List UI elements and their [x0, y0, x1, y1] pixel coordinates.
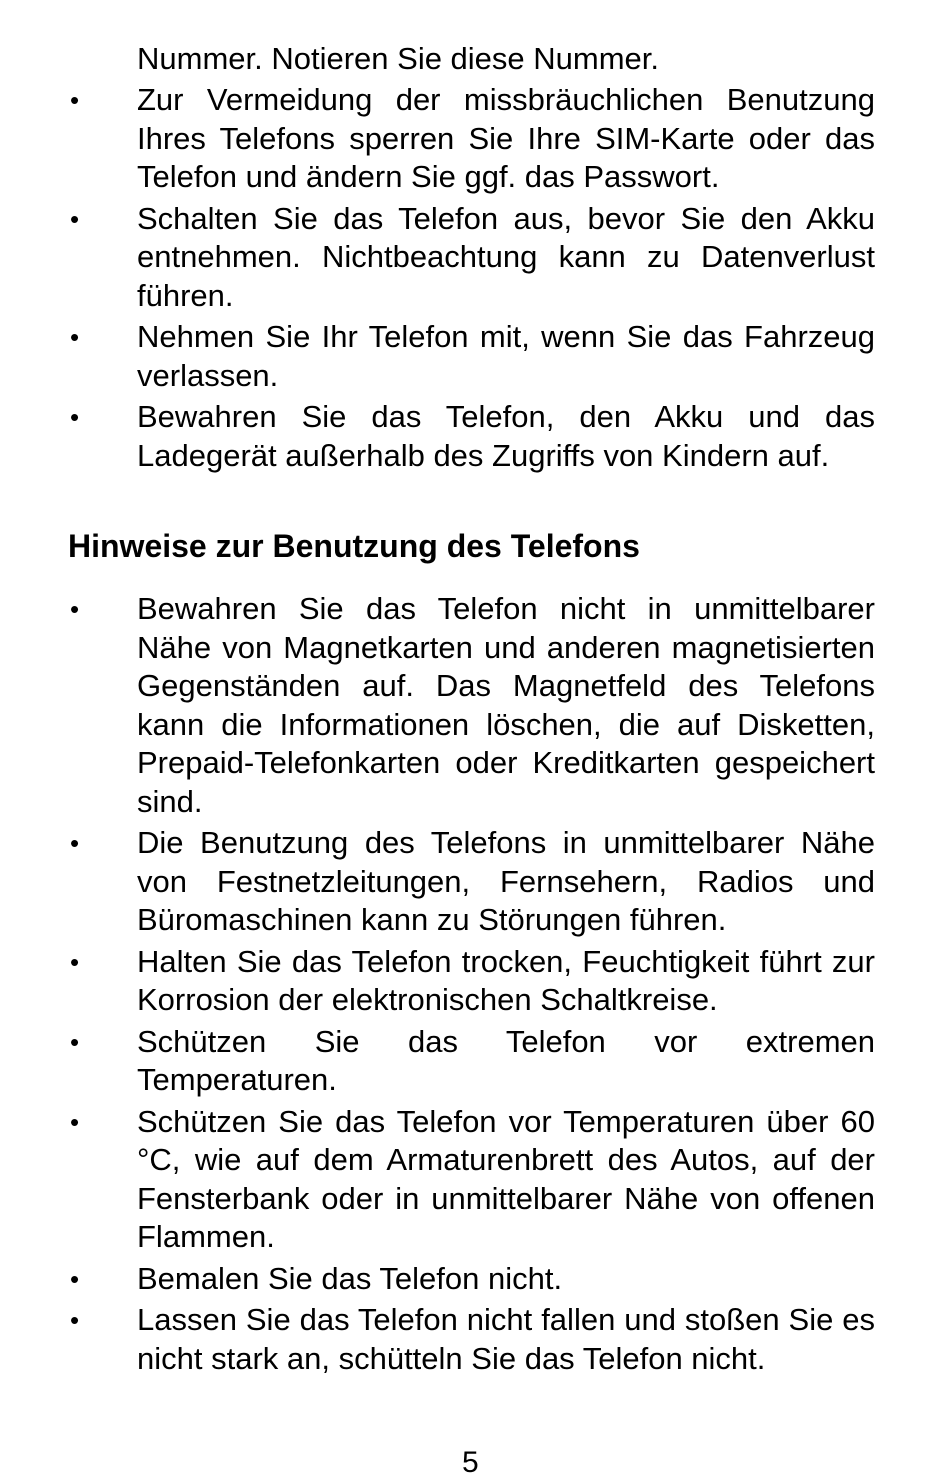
list-item [0, 81, 950, 197]
list-item [0, 200, 950, 316]
section-heading: Hinweise zur Benutzung des Telefons [68, 528, 640, 564]
page-number: 5 [462, 1446, 479, 1479]
bullet-icon: • [70, 594, 80, 624]
bullet-icon: • [70, 1263, 80, 1294]
list-item-text: Die Benutzung des Telefons in unmittelbarer Nähe von Festnetzleitungen, Fernsehern, Radios und Büromaschinen kann zu Störungen führen. [137, 825, 875, 937]
list-item-text: Schützen Sie das Telefon vor Temperaturen über 60 °C, wie auf dem Armaturenbrett des Autos, auf der Fensterbank oder in unmittelbarer Nähe von offenen Flammen. [137, 1103, 875, 1254]
bullet-icon: • [70, 203, 80, 234]
list-item [0, 824, 950, 940]
list-item-text: Bemalen Sie das Telefon nicht. [137, 1260, 563, 1296]
bullet-icon: • [70, 1026, 80, 1057]
list-item [0, 943, 950, 1020]
list-item [0, 1301, 950, 1378]
list-item [0, 1260, 950, 1299]
list-item-text: Schützen Sie das Telefon vor extremen Temperaturen. [137, 1023, 875, 1097]
list-item [0, 590, 950, 821]
bullet-icon: • [70, 322, 80, 352]
usage-notes-list [0, 590, 950, 1381]
list-item [0, 1103, 950, 1257]
list-item-text: Halten Sie das Telefon trocken, Feuchtigkeit führt zur Korrosion der elektronischen Schaltkreise. [137, 943, 875, 1017]
bullet-icon: • [70, 1305, 80, 1335]
list-item-text: Nehmen Sie Ihr Telefon mit, wenn Sie das Fahrzeug verlassen. [137, 319, 875, 393]
bullet-icon: • [70, 946, 80, 977]
list-item-text: Schalten Sie das Telefon aus, bevor Sie den Akku entnehmen. Nichtbeachtung kann zu Datenverlust führen. [137, 200, 875, 313]
bullet-icon: • [70, 402, 80, 432]
safety-list [0, 81, 950, 478]
bullet-icon: • [70, 85, 80, 115]
list-item-text: Bewahren Sie das Telefon nicht in unmittelbarer Nähe von Magnetkarten und anderen magnetisierten Gegenständen auf. Das Magnetfeld des Telefons kann die Informationen löschen, die auf Disketten, Prepaid-Telefonkarten oder Kreditkarten gespeichert sind. [137, 591, 875, 819]
bullet-icon: • [70, 828, 80, 858]
list-item-text: Lassen Sie das Telefon nicht fallen und stoßen Sie es nicht stark an, schütteln Sie das Telefon nicht. [137, 1302, 875, 1376]
list-item [0, 398, 950, 475]
list-item [0, 318, 950, 395]
list-item-text: Bewahren Sie das Telefon, den Akku und das Ladegerät außerhalb des Zugriffs von Kindern auf. [137, 399, 875, 473]
list-item-text: Zur Vermeidung der missbräuchlichen Benutzung Ihres Telefons sperren Sie Ihre SIM-Karte oder das Telefon und ändern Sie ggf. das Passwort. [137, 82, 875, 194]
continuation-paragraph: Nummer. Notieren Sie diese Nummer. [137, 41, 660, 76]
bullet-icon: • [70, 1106, 80, 1137]
list-item [0, 1023, 950, 1100]
